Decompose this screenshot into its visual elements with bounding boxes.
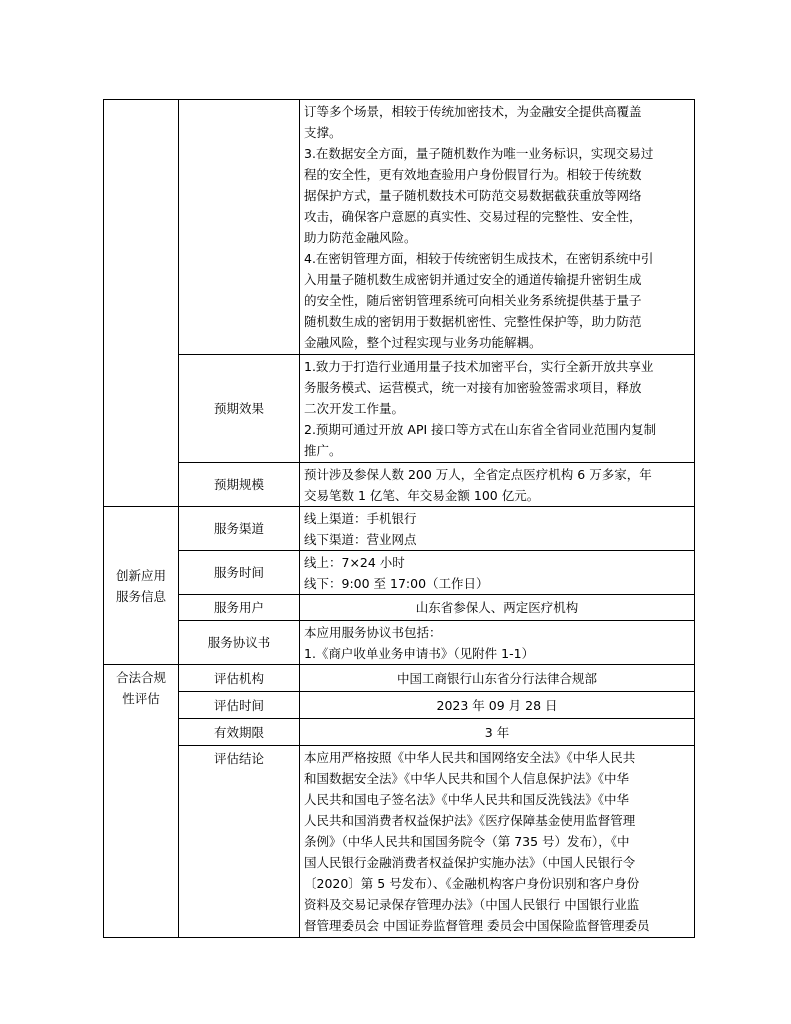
compliance-conclusion-label: 评估结论	[179, 746, 300, 938]
compliance-conclusion-value	[300, 746, 695, 938]
text-line: 本应用严格按照《中华人民共和国网络安全法》《中华人民共	[304, 750, 636, 765]
service-time-value	[300, 551, 695, 595]
expected-effect-value	[300, 355, 695, 463]
table-row-service-time	[104, 551, 695, 595]
text-line: 国人民银行金融消费者权益保护实施办法》（中国人民银行令	[304, 855, 636, 870]
service-users-value: 山东省参保人、两定医疗机构	[300, 595, 695, 621]
text-line: 人民共和国消费者权益保护法》《医疗保障基金使用监督管理	[304, 813, 636, 828]
table-row-service-channel	[104, 507, 695, 551]
text-line: 交易笔数 1 亿笔、年交易金额 100 亿元。	[304, 487, 540, 503]
text-line: 资料及交易记录保存管理办法》（中国人民银行 中国银行业监	[304, 897, 640, 912]
table-row-continuation	[104, 100, 695, 355]
table-row-compliance-time	[104, 692, 695, 719]
compliance-category	[104, 665, 179, 938]
text-line: 程的安全性，更有效地查验用户身份假冒行为。相较于传统数	[304, 167, 642, 182]
service-channel-label: 服务渠道	[179, 507, 300, 551]
table-row-service-users	[104, 595, 695, 621]
compliance-validity-value: 3 年	[300, 719, 695, 746]
info-table	[103, 99, 695, 938]
service-users-label: 服务用户	[179, 595, 300, 621]
text-line: 线上渠道：手机银行	[304, 510, 417, 526]
text-line: 攻击，确保客户意愿的真实性、交易过程的完整性、安全性，	[304, 209, 642, 224]
text-line: 1.《商户收单业务申请书》（见附件 1-1）	[304, 645, 535, 661]
label-cell-empty	[179, 100, 300, 355]
table-row-compliance-validity	[104, 719, 695, 746]
text-line: 线下渠道：营业网点	[304, 531, 417, 547]
text-line: 助力防范金融风险。	[304, 230, 417, 245]
compliance-org-label: 评估机构	[179, 665, 300, 692]
expected-scale-label: 预期规模	[179, 463, 300, 507]
text-line: 的安全性，随后密钥管理系统可向相关业务系统提供基于量子	[304, 293, 642, 308]
expected-effect-label: 预期效果	[179, 355, 300, 463]
text-line: 4.在密钥管理方面，相较于传统密钥生成技术，在密钥系统中引	[304, 251, 654, 266]
text-line: 二次开发工作量。	[304, 401, 405, 416]
text-line: 〔2020〕第 5 号发布）、《金融机构客户身份识别和客户身份	[304, 876, 640, 891]
text-line: 2.预期可通过开放 API 接口等方式在山东省全省同业范围内复制	[304, 422, 657, 437]
table-row-expected-scale	[104, 463, 695, 507]
table-row-expected-effect	[104, 355, 695, 463]
text-line: 随机数生成的密钥用于数据机密性、完整性保护等，助力防范	[304, 314, 642, 329]
service-agreement-label: 服务协议书	[179, 621, 300, 665]
service-time-label: 服务时间	[179, 551, 300, 595]
text-line: 和国数据安全法》《中华人民共和国个人信息保护法》《中华	[304, 771, 630, 786]
text-line: 3.在数据安全方面，量子随机数作为唯一业务标识，实现交易过	[304, 146, 654, 161]
category-line: 创新应用	[115, 567, 166, 583]
text-line: 入用量子随机数生成密钥并通过安全的通道传输提升密钥生成	[304, 272, 642, 287]
text-line: 1.致力于打造行业通用量子技术加密平台，实行全新开放共享业	[304, 359, 654, 374]
text-line: 推广。	[304, 443, 342, 458]
compliance-org-value: 中国工商银行山东省分行法律合规部	[300, 665, 695, 692]
category-line: 合法合规	[115, 670, 166, 685]
category-cell-empty	[104, 100, 179, 507]
text-line: 金融风险，整个过程实现与业务功能解耦。	[304, 335, 542, 350]
service-agreement-value	[300, 621, 695, 665]
expected-scale-value	[300, 463, 695, 507]
text-line: 据保护方式，量子随机数技术可防范交易数据截获重放等网络	[304, 188, 642, 203]
text-line: 订等多个场景，相较于传统加密技术，为金融安全提供高覆盖	[304, 104, 642, 119]
compliance-validity-label: 有效期限	[179, 719, 300, 746]
table-row-compliance-conclusion	[104, 746, 695, 938]
text-line: 督管理委员会 中国证券监督管理 委员会中国保险监督管理委员	[304, 918, 650, 933]
continuation-text	[300, 100, 695, 355]
text-line: 支撑。	[304, 125, 342, 140]
table-row-service-agreement	[104, 621, 695, 665]
category-line: 性评估	[122, 691, 160, 706]
service-channel-value	[300, 507, 695, 551]
text-line: 线下：9:00 至 17:00（工作日）	[304, 575, 489, 591]
text-line: 条例》（中华人民共和国国务院令（第 735 号）发布），《中	[304, 834, 630, 849]
category-line: 服务信息	[115, 588, 166, 604]
text-line: 线上：7×24 小时	[304, 554, 405, 570]
compliance-time-label: 评估时间	[179, 692, 300, 719]
text-line: 人民共和国电子签名法》《中华人民共和国反洗钱法》《中华	[304, 792, 630, 807]
table-row-compliance-org	[104, 665, 695, 692]
text-line: 务服务模式、运营模式，统一对接有加密验签需求项目，释放	[304, 380, 642, 395]
compliance-time-value: 2023 年 09 月 28 日	[300, 692, 695, 719]
service-info-category	[104, 507, 179, 665]
text-line: 本应用服务协议书包括：	[304, 624, 442, 640]
text-line: 预计涉及参保人数 200 万人，全省定点医疗机构 6 万多家，年	[304, 466, 652, 482]
